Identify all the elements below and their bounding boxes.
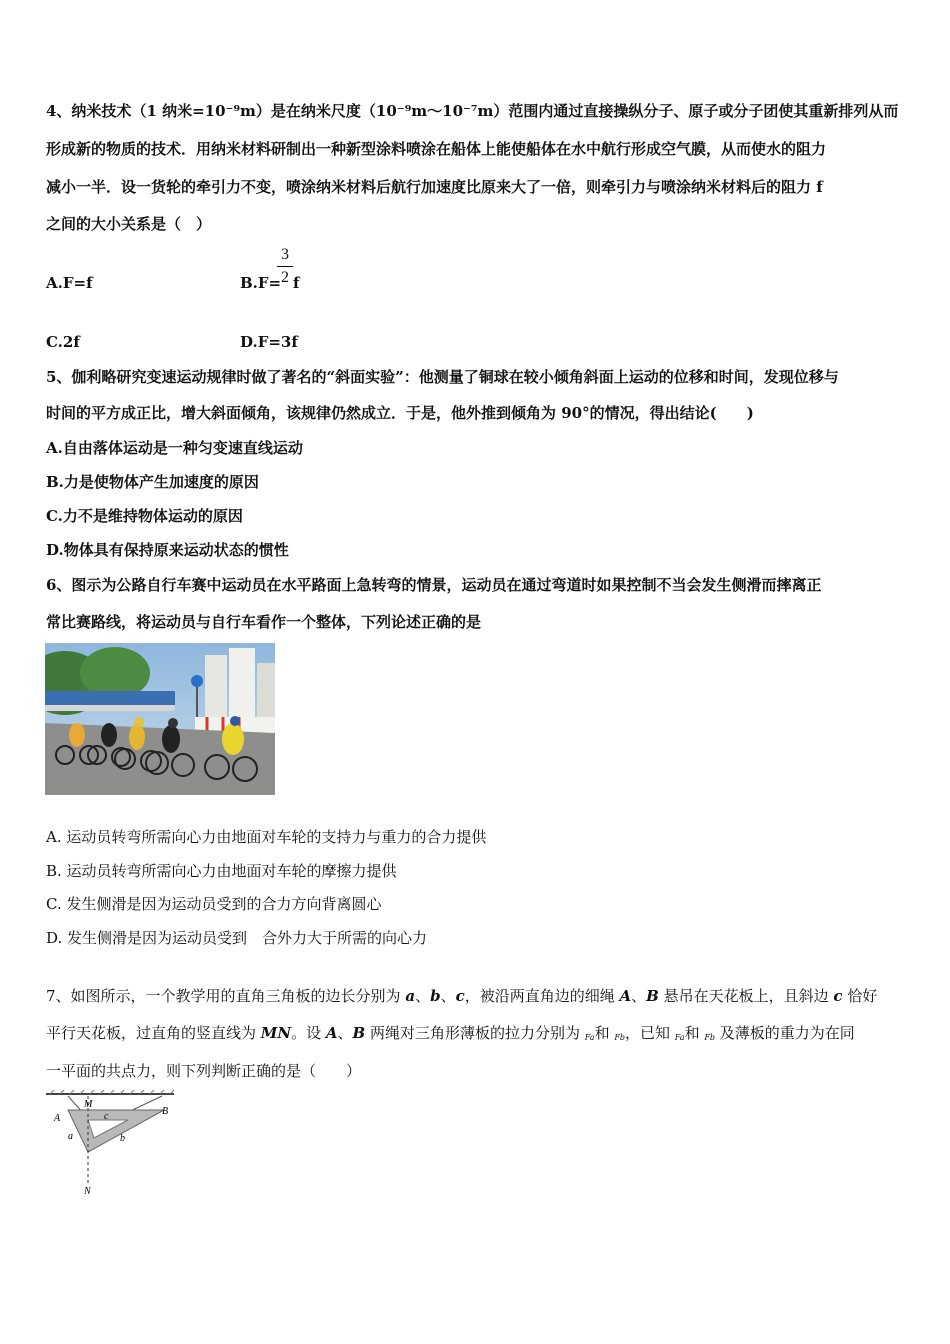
q4-option-c: C.2f [46, 333, 80, 351]
q4-option-a: A.F=f [46, 274, 93, 292]
q5-option-b: B.力是使物体产生加速度的原因 [46, 473, 259, 491]
triangle-plate [68, 1110, 164, 1152]
var-B: B [352, 1024, 366, 1042]
q7-sep: 、 [415, 987, 431, 1005]
q4-option-b-suffix: f [293, 274, 300, 292]
var-MN: MN [260, 1024, 292, 1042]
label-M: M [84, 1099, 93, 1110]
var-A: A [325, 1024, 338, 1042]
label-N: N [84, 1186, 91, 1197]
q6-stem-line1: 6、图示为公路自行车赛中运动员在水平路面上急转弯的情景，运动员在通过弯道时如果控制不当会发生侧滑而摔离正 [46, 576, 822, 594]
fraction-numerator: 3 [281, 246, 289, 263]
q5-stem-line1: 5、伽利略研究变速运动规律时做了著名的“斜面实验”：他测量了铜球在较小倾角斜面上运动的位移和时间，发现位移与 [46, 368, 839, 386]
q7-stem-line2 [46, 1023, 906, 1048]
q5-option-a: A.自由落体运动是一种匀变速直线运动 [46, 439, 303, 457]
label-A: A [54, 1113, 61, 1124]
var-c: c [455, 987, 465, 1005]
q4-option-d: D.F=3f [240, 333, 298, 351]
label-a: a [68, 1131, 73, 1142]
q7-text: 平行天花板，过直角的竖直线为 [46, 1024, 261, 1042]
q6-option-d: D. 发生侧滑是因为运动员受到 合外力大于所需的向心力 [46, 929, 428, 947]
q7-stem-line3: 一平面的共点力，则下列判断正确的是（ ） [46, 1062, 362, 1080]
label-c: c [104, 1111, 109, 1122]
q5-option-c: C.力不是维持物体运动的原因 [46, 507, 243, 525]
var-B: B [646, 987, 659, 1005]
q7-sep: 、 [440, 987, 456, 1005]
q7-text: 和 [594, 1024, 615, 1042]
label-B: B [162, 1106, 169, 1117]
q5-option-d: D.物体具有保持原来运动状态的惯性 [46, 541, 289, 559]
q5-stem-line2: 时间的平方成正比，增大斜面倾角，该规律仍然成立．于是，他外推到倾角为 90°的情况，得出结论( ) [46, 404, 754, 422]
q7-sep: 、 [631, 987, 647, 1005]
q6-option-b: B. 运动员转弯所需向心力由地面对车轮的摩擦力提供 [46, 862, 397, 880]
q4-stem-line3: 减小一半．设一货轮的牵引力不变，喷涂纳米材料后航行加速度比原来大了一倍，则牵引力与喷涂纳米材料后的阻力 f [46, 178, 823, 196]
q4-stem-line2: 形成新的物质的技术．用纳米材料研制出一种新型涂料喷涂在船体上能使船体在水中航行形成空气膜，从而使水的阻力 [46, 140, 827, 158]
q7-text: 7、如图所示，一个教学用的直角三角板的边长分别为 [46, 987, 406, 1005]
q7-text: 恰好 [842, 987, 878, 1005]
q4-stem-line1: 4、纳米技术（1 纳米=10⁻⁹m）是在纳米尺度（10⁻⁹m～10⁻⁷m）范围内通过直接操纵分子、原子或分子团使其重新排列从而 [46, 102, 899, 120]
q6-stem-line2: 常比赛路线，将运动员与自行车看作一个整体，下列论述正确的是 [46, 613, 482, 631]
force-Fb: Fb [614, 1033, 626, 1042]
var-A: A [619, 987, 632, 1005]
q6-option-a: A. 运动员转弯所需向心力由地面对车轮的支持力与重力的合力提供 [46, 828, 487, 846]
q7-text: ，被沿两直角边的细绳 [464, 987, 620, 1005]
cycling-race-illustration [45, 643, 275, 795]
q7-text: 两绳对三角形薄板的拉力分别为 [365, 1024, 585, 1042]
triangle-diagram [44, 1090, 184, 1200]
q6-option-c: C. 发生侧滑是因为运动员受到的合力方向背离圆心 [46, 895, 382, 913]
q7-stem-line1 [46, 986, 906, 1006]
q7-text: 悬吊在天花板上，且斜边 [658, 987, 834, 1005]
force-Fa: Fa [674, 1033, 685, 1042]
q7-text: 及薄板的重力为在同 [715, 1024, 855, 1042]
q7-text: 和 [684, 1024, 705, 1042]
force-Fa: Fa [584, 1033, 595, 1042]
q7-sep: 、 [337, 1024, 353, 1042]
label-b: b [120, 1133, 125, 1144]
force-Fb: Fb [704, 1033, 716, 1042]
cycling-race-photo [45, 643, 275, 795]
q4-option-b-prefix: B.F= [240, 274, 282, 292]
fraction-denominator: 2 [281, 269, 289, 286]
var-a: a [405, 987, 416, 1005]
var-b: b [430, 987, 441, 1005]
q4-stem-line4: 之间的大小关系是（ ） [46, 215, 212, 233]
q4-option-b-fraction [277, 245, 293, 288]
q7-text: 。设 [291, 1024, 326, 1042]
triangle-board-figure [44, 1090, 184, 1200]
fraction-bar [277, 266, 293, 267]
q7-text: ，已知 [625, 1024, 675, 1042]
var-c: c [833, 987, 843, 1005]
